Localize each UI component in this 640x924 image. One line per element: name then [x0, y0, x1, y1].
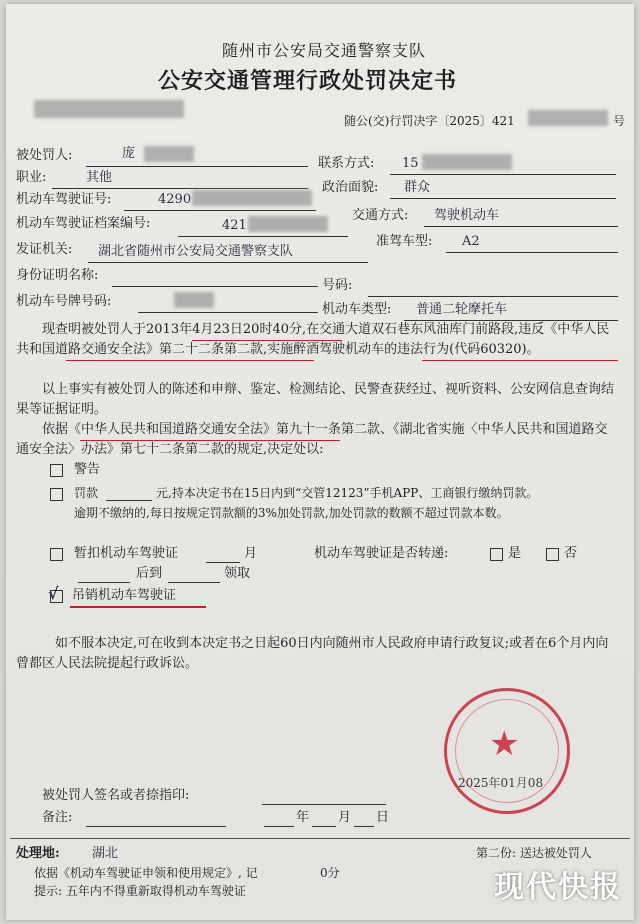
warning-checkbox — [50, 464, 63, 477]
place-value: 湖北 — [92, 846, 119, 861]
penalty-document: 随州市公安局交通警察支队 公安交通管理行政处罚决定书 随公(交)行罚决字〔2025〕421 号 被处罚人: 庞 联系方式: 15 职业: 其他 政治面貌: 群众 机动车驾驶证号: 4290 交通方式: 驾驶机动车 机动车驾驶证档案编号: 421 准驾车型: A2 发证机关: 湖北省随州市公安局交通警察支队 身份证明名称: 号码: 机动车号牌号码: 机动车类型: 普通二轮摩托车 现查明被处罚人于2013年4月23日20时40分,在交通大道双石巷东风油库门前路段,违反《中华人民共和国道路交通安全法》第二十二条第二款,实施醉酒驾驶机动车的违法行为(代码60320)。 以上事实有被处罚人的陈述和申辩、鉴定、检测结论、民警查获经过、视听资料、公安网信息查询结果等证据证明。 依据《中华人民共和国道路交通安全法》第九十一条第二款、《湖北省实施〈中华人民共和国道路交通安全法〉办法》第七十二条第二款的规定,决定处以: 警告 罚款 元,持本决定书在15日内到“交管12123”手机APP、工商银行缴纳罚款。 逾期不缴纳的,每日按规定罚款额的3%加处罚款,加处罚款的数额不超过罚款本数。 暂扣机动车驾驶证 月 机动车驾驶证是否转递: 是 否 后到 领取 √ 吊销机动车驾驶证 如不服本决定,可在收到本决定书之日起60日内向随州市人民政府申请行政复议;或者在6个月内向曾都区人民法院提起行政诉讼。 ★ 2025年01月08 被处罚人签名或者捺指印: 备注: 年 月 日 处理地: 湖北 第二份: 送达被处罚人 依据《机动车驾驶证申领和使用规定》, 记 0分 提示: 五年内不得重新取得机动车驾驶证 现代快报 — [6, 4, 634, 920]
revoke-license-text: 吊销机动车驾驶证 — [72, 588, 177, 603]
redacted-block — [34, 100, 184, 118]
basis-paragraph: 依据《中华人民共和国道路交通安全法》第九十一条第二款、《湖北省实施〈中华人民共和国道路交通安全法〉办法》第七十二条第二款的规定,决定处以: — [16, 422, 608, 457]
transfer-yes-checkbox — [490, 548, 503, 561]
transfer-no-checkbox — [546, 548, 559, 561]
document-number: 随公(交)行罚决字〔2025〕421 — [344, 114, 515, 128]
vehicle-type-value: 普通二轮摩托车 — [416, 302, 508, 317]
issuing-org: 随州市公安局交通警察支队 — [222, 41, 427, 60]
suspend-checkbox — [50, 548, 63, 561]
archive-number-value: 421 — [222, 218, 247, 233]
publisher-watermark: 现代快报 — [494, 870, 622, 905]
name-value: 庞 — [122, 146, 136, 161]
appeal-paragraph: 如不服本决定,可在收到本决定书之日起60日内向随州市人民政府申请行政复议;或者在6个月内向曾都区人民法院提起行政诉讼。 — [16, 636, 609, 671]
redacted-block — [528, 110, 608, 126]
seal-star-icon: ★ — [489, 724, 520, 764]
official-seal — [444, 688, 570, 814]
points-value: 0分 — [320, 866, 340, 880]
transport-value: 驾驶机动车 — [434, 208, 500, 223]
evidence-paragraph: 以上事实有被处罚人的陈述和申辩、鉴定、检测结论、民警查获经过、视听资料、公安网信息查询结果等证据证明。 — [16, 382, 615, 417]
seal-date: 2025年01月08 — [458, 776, 544, 790]
revoke-check-mark: √ — [48, 584, 59, 603]
document-title: 公安交通管理行政处罚决定书 — [158, 68, 458, 94]
license-number-value: 4290 — [158, 192, 192, 207]
facts-paragraph: 现查明被处罚人于2013年4月23日20时40分,在交通大道双石巷东风油库门前路段,违反《中华人民共和国道路交通安全法》第二十二条第二款,实施醉酒驾驶机动车的违法行为(代码60320)。 — [16, 322, 610, 357]
politics-value: 群众 — [404, 180, 431, 195]
fine-checkbox — [50, 488, 63, 501]
contact-value: 15 — [402, 156, 419, 171]
job-value: 其他 — [86, 170, 113, 185]
vehicle-class-value: A2 — [462, 234, 480, 249]
issuer-value: 湖北省随州市公安局交通警察支队 — [98, 244, 294, 259]
